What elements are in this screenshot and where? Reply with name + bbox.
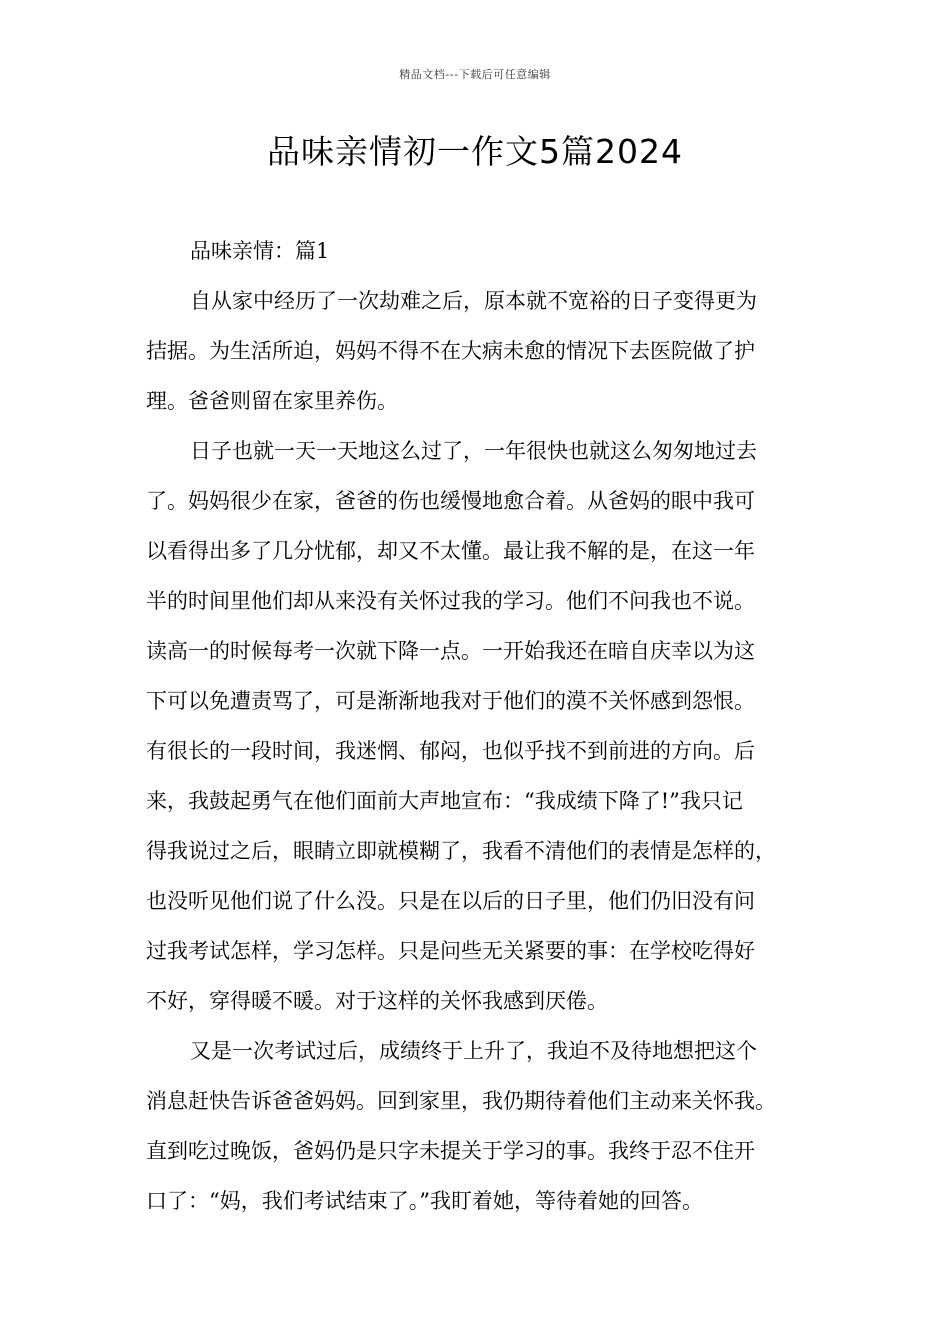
document-title: 品味亲情初一作文5篇2024 bbox=[267, 132, 683, 171]
paragraph-line: 又是一次考试过后，成绩终于上升了，我迫不及待地想把这个 bbox=[190, 1039, 757, 1063]
paragraph-line: 口了：“妈，我们考试结束了。”我盯着她，等待着她的回答。 bbox=[146, 1189, 703, 1213]
paragraph-line: 下可以免遭责骂了，可是渐渐地我对于他们的漠不关怀感到怨恨。 bbox=[146, 689, 755, 713]
paragraph-line: 自从家中经历了一次劫难之后，原本就不宽裕的日子变得更为 bbox=[190, 289, 757, 313]
paragraph-line: 直到吃过晚饭，爸妈仍是只字未提关于学习的事。我终于忍不住开 bbox=[146, 1139, 755, 1163]
paragraph-1 bbox=[146, 276, 822, 426]
paragraph-line: 以看得出多了几分忧郁，却又不太懂。最让我不解的是，在这一年 bbox=[146, 539, 755, 563]
paragraph-line: 日子也就一天一天地这么过了，一年很快也就这么匆匆地过去 bbox=[190, 439, 757, 463]
subheading bbox=[146, 226, 822, 276]
paragraph-line: 也没听见他们说了什么没。只是在以后的日子里，他们仍旧没有问 bbox=[146, 889, 755, 913]
paragraph-line: 理。爸爸则留在家里养伤。 bbox=[146, 389, 398, 413]
paragraph-line: 得我说过之后，眼睛立即就模糊了，我看不清他们的表情是怎样的， bbox=[146, 839, 776, 863]
paragraph-line: 不好，穿得暖不暖。对于这样的关怀我感到厌倦。 bbox=[146, 989, 608, 1013]
document-body bbox=[146, 226, 822, 1226]
paragraph-line: 半的时间里他们却从来没有关怀过我的学习。他们不问我也不说。 bbox=[146, 589, 755, 613]
paragraph-line: 有很长的一段时间，我迷惘、郁闷，也似乎找不到前进的方向。后 bbox=[146, 739, 755, 763]
paragraph-line: 了。妈妈很少在家，爸爸的伤也缓慢地愈合着。从爸妈的眼中我可 bbox=[146, 489, 755, 513]
paragraph-line: 过我考试怎样，学习怎样。只是问些无关紧要的事：在学校吃得好 bbox=[146, 939, 755, 963]
paragraph-line: 消息赶快告诉爸爸妈妈。回到家里，我仍期待着他们主动来关怀我。 bbox=[146, 1089, 776, 1113]
paragraph-line: 读高一的时候每考一次就下降一点。一开始我还在暗自庆幸以为这 bbox=[146, 639, 755, 663]
paragraph-3 bbox=[146, 1026, 822, 1226]
subheading-text: 品味亲情：篇1 bbox=[190, 239, 330, 263]
page-header: 精品文档---下载后可任意编辑 bbox=[399, 68, 551, 81]
paragraph-line: 拮据。为生活所迫，妈妈不得不在大病未愈的情况下去医院做了护 bbox=[146, 339, 755, 363]
paragraph-line: 来，我鼓起勇气在他们面前大声地宣布：“我成绩下降了!”我只记 bbox=[146, 789, 743, 813]
paragraph-2 bbox=[146, 426, 822, 1026]
